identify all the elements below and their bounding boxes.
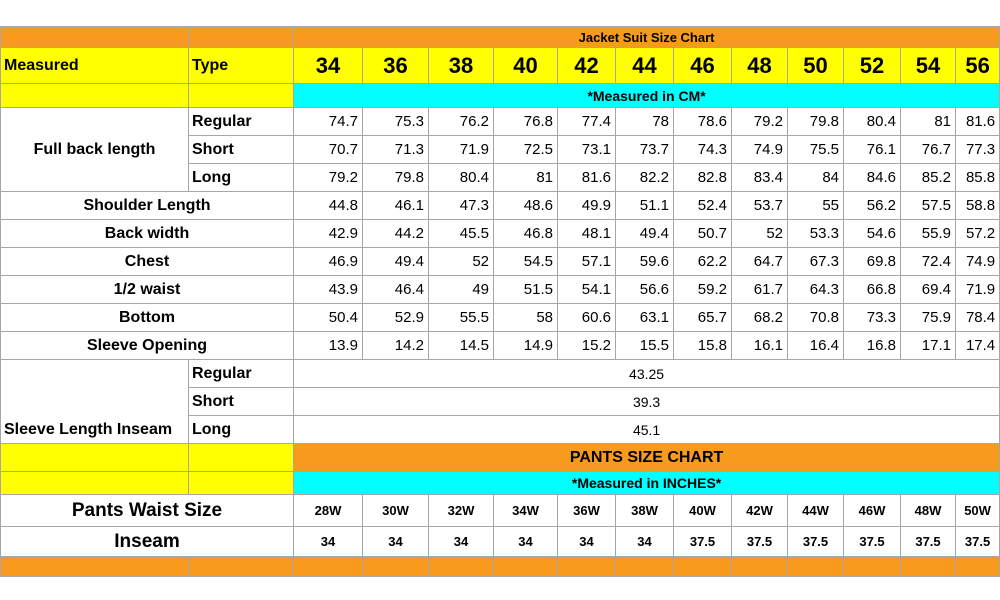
footer-cell bbox=[674, 557, 732, 577]
footer-cell bbox=[616, 557, 674, 577]
size-header-cell: 38 bbox=[429, 48, 494, 84]
measure-value-cell: 58 bbox=[494, 304, 558, 332]
measure-value-cell: 56.2 bbox=[844, 192, 901, 220]
measure-label: Back width bbox=[1, 220, 294, 248]
measure-value-cell: 55 bbox=[788, 192, 844, 220]
type-header: Type bbox=[189, 48, 294, 84]
sleeve-inseam-row bbox=[1, 360, 1000, 388]
measure-value-cell: 63.1 bbox=[616, 304, 674, 332]
measured-header: Measured bbox=[1, 48, 189, 84]
measure-value-cell: 80.4 bbox=[429, 164, 494, 192]
measure-label: 1/2 waist bbox=[1, 276, 294, 304]
size-header-row bbox=[1, 48, 1000, 84]
measure-value-cell: 75.5 bbox=[788, 136, 844, 164]
pants-inseam-cell: 34 bbox=[363, 527, 429, 557]
type-cell: Long bbox=[189, 416, 294, 444]
measure-value-cell: 57.2 bbox=[956, 220, 1000, 248]
pants-waist-cell: 40W bbox=[674, 495, 732, 527]
pants-inseam-cell: 37.5 bbox=[956, 527, 1000, 557]
measure-value-cell: 48.1 bbox=[558, 220, 616, 248]
pants-waist-row bbox=[1, 495, 1000, 527]
pants-waist-cell: 48W bbox=[901, 495, 956, 527]
measure-value-cell: 43.9 bbox=[294, 276, 363, 304]
pants-waist-cell: 30W bbox=[363, 495, 429, 527]
measure-value-cell: 54.1 bbox=[558, 276, 616, 304]
pants-inseam-cell: 37.5 bbox=[844, 527, 901, 557]
pants-title-row bbox=[1, 444, 1000, 472]
measure-value-cell: 42.9 bbox=[294, 220, 363, 248]
measure-value-cell: 78.6 bbox=[674, 108, 732, 136]
measure-value-cell: 73.7 bbox=[616, 136, 674, 164]
measure-label: Chest bbox=[1, 248, 294, 276]
measure-value-cell: 51.1 bbox=[616, 192, 674, 220]
footer-row bbox=[1, 557, 1000, 577]
measure-value-cell: 79.8 bbox=[363, 164, 429, 192]
measure-value-cell: 59.6 bbox=[616, 248, 674, 276]
sleeve-inseam-value: 39.3 bbox=[294, 388, 1000, 416]
measure-value-cell: 55.9 bbox=[901, 220, 956, 248]
footer-cell bbox=[363, 557, 429, 577]
measure-value-cell: 52 bbox=[732, 220, 788, 248]
pants-waist-cell: 46W bbox=[844, 495, 901, 527]
pants-waist-cell: 42W bbox=[732, 495, 788, 527]
pants-waist-cell: 50W bbox=[956, 495, 1000, 527]
measure-value-cell: 74.9 bbox=[956, 248, 1000, 276]
measure-value-cell: 54.5 bbox=[494, 248, 558, 276]
measure-value-cell: 49.4 bbox=[363, 248, 429, 276]
pants-waist-label: Pants Waist Size bbox=[1, 495, 294, 527]
pants-inseam-cell: 34 bbox=[558, 527, 616, 557]
measure-value-cell: 49 bbox=[429, 276, 494, 304]
measure-value-cell: 17.1 bbox=[901, 332, 956, 360]
measure-value-cell: 52.4 bbox=[674, 192, 732, 220]
measure-value-cell: 55.5 bbox=[429, 304, 494, 332]
footer-cell bbox=[788, 557, 844, 577]
measure-value-cell: 74.3 bbox=[674, 136, 732, 164]
measure-row bbox=[1, 332, 1000, 360]
pants-spacer-cell bbox=[1, 472, 189, 495]
sleeve-inseam-value: 43.25 bbox=[294, 360, 1000, 388]
measure-value-cell: 15.2 bbox=[558, 332, 616, 360]
measure-value-cell: 73.1 bbox=[558, 136, 616, 164]
measure-value-cell: 81 bbox=[494, 164, 558, 192]
size-header-cell: 42 bbox=[558, 48, 616, 84]
measure-row bbox=[1, 220, 1000, 248]
full-back-label: Full back length bbox=[1, 108, 189, 192]
measure-value-cell: 46.4 bbox=[363, 276, 429, 304]
pants-inseam-cell: 34 bbox=[494, 527, 558, 557]
measure-value-cell: 44.2 bbox=[363, 220, 429, 248]
measure-value-cell: 84 bbox=[788, 164, 844, 192]
measure-value-cell: 62.2 bbox=[674, 248, 732, 276]
pants-inseam-cell: 34 bbox=[429, 527, 494, 557]
footer-cell bbox=[558, 557, 616, 577]
pants-waist-cell: 34W bbox=[494, 495, 558, 527]
measure-value-cell: 83.4 bbox=[732, 164, 788, 192]
measure-value-cell: 85.8 bbox=[956, 164, 1000, 192]
measure-row bbox=[1, 276, 1000, 304]
measure-value-cell: 69.8 bbox=[844, 248, 901, 276]
pants-inseam-cell: 37.5 bbox=[732, 527, 788, 557]
pants-inseam-cell: 37.5 bbox=[674, 527, 732, 557]
measure-value-cell: 71.3 bbox=[363, 136, 429, 164]
measure-value-cell: 47.3 bbox=[429, 192, 494, 220]
footer-cell bbox=[901, 557, 956, 577]
measure-value-cell: 15.5 bbox=[616, 332, 674, 360]
measure-label: Shoulder Length bbox=[1, 192, 294, 220]
size-header-cell: 50 bbox=[788, 48, 844, 84]
footer-cell bbox=[429, 557, 494, 577]
measure-row bbox=[1, 304, 1000, 332]
measure-value-cell: 66.8 bbox=[844, 276, 901, 304]
measure-value-cell: 76.8 bbox=[494, 108, 558, 136]
type-cell: Long bbox=[189, 164, 294, 192]
pants-inseam-label: Inseam bbox=[1, 527, 294, 557]
measure-value-cell: 53.3 bbox=[788, 220, 844, 248]
measure-value-cell: 52.9 bbox=[363, 304, 429, 332]
measure-value-cell: 85.2 bbox=[901, 164, 956, 192]
measure-value-cell: 59.2 bbox=[674, 276, 732, 304]
measure-value-cell: 45.5 bbox=[429, 220, 494, 248]
measure-value-cell: 79.2 bbox=[732, 108, 788, 136]
measure-value-cell: 84.6 bbox=[844, 164, 901, 192]
size-header-cell: 44 bbox=[616, 48, 674, 84]
measure-value-cell: 76.1 bbox=[844, 136, 901, 164]
measure-value-cell: 81.6 bbox=[558, 164, 616, 192]
measure-value-cell: 54.6 bbox=[844, 220, 901, 248]
pants-inseam-cell: 37.5 bbox=[901, 527, 956, 557]
jacket-title-row bbox=[1, 27, 1000, 48]
size-header-cell: 40 bbox=[494, 48, 558, 84]
title-spacer-cell bbox=[189, 27, 294, 48]
footer-cell bbox=[844, 557, 901, 577]
sleeve-inseam-value: 45.1 bbox=[294, 416, 1000, 444]
measure-value-cell: 71.9 bbox=[429, 136, 494, 164]
note-spacer-cell bbox=[189, 84, 294, 108]
measure-label: Bottom bbox=[1, 304, 294, 332]
sleeve-inseam-label: Sleeve Length Inseam bbox=[1, 360, 189, 444]
size-chart-body bbox=[1, 27, 1000, 577]
measure-value-cell: 77.3 bbox=[956, 136, 1000, 164]
note-spacer-cell bbox=[1, 84, 189, 108]
measure-value-cell: 13.9 bbox=[294, 332, 363, 360]
measure-value-cell: 79.2 bbox=[294, 164, 363, 192]
measure-value-cell: 77.4 bbox=[558, 108, 616, 136]
measure-value-cell: 60.6 bbox=[558, 304, 616, 332]
measure-label: Sleeve Opening bbox=[1, 332, 294, 360]
measure-value-cell: 81.6 bbox=[956, 108, 1000, 136]
measure-value-cell: 79.8 bbox=[788, 108, 844, 136]
type-cell: Regular bbox=[189, 360, 294, 388]
measure-value-cell: 64.7 bbox=[732, 248, 788, 276]
measure-value-cell: 67.3 bbox=[788, 248, 844, 276]
measure-value-cell: 74.7 bbox=[294, 108, 363, 136]
type-cell: Short bbox=[189, 388, 294, 416]
title-spacer-cell bbox=[1, 27, 189, 48]
measure-value-cell: 73.3 bbox=[844, 304, 901, 332]
measure-row bbox=[1, 248, 1000, 276]
measure-value-cell: 75.3 bbox=[363, 108, 429, 136]
size-header-cell: 52 bbox=[844, 48, 901, 84]
measure-value-cell: 44.8 bbox=[294, 192, 363, 220]
measure-value-cell: 56.6 bbox=[616, 276, 674, 304]
full-back-row bbox=[1, 108, 1000, 136]
measure-value-cell: 58.8 bbox=[956, 192, 1000, 220]
pants-chart-title: PANTS SIZE CHART bbox=[294, 444, 1000, 472]
measure-value-cell: 72.4 bbox=[901, 248, 956, 276]
measure-value-cell: 50.4 bbox=[294, 304, 363, 332]
footer-cell bbox=[189, 557, 294, 577]
measure-value-cell: 71.9 bbox=[956, 276, 1000, 304]
measure-value-cell: 70.7 bbox=[294, 136, 363, 164]
measure-value-cell: 72.5 bbox=[494, 136, 558, 164]
measure-value-cell: 17.4 bbox=[956, 332, 1000, 360]
measure-value-cell: 75.9 bbox=[901, 304, 956, 332]
measure-value-cell: 70.8 bbox=[788, 304, 844, 332]
pants-inseam-row bbox=[1, 527, 1000, 557]
pants-waist-cell: 44W bbox=[788, 495, 844, 527]
measure-value-cell: 51.5 bbox=[494, 276, 558, 304]
pants-spacer-cell bbox=[1, 444, 189, 472]
pants-unit-note: *Measured in INCHES* bbox=[294, 472, 1000, 495]
measure-value-cell: 46.8 bbox=[494, 220, 558, 248]
jacket-unit-note-row bbox=[1, 84, 1000, 108]
pants-unit-note-row bbox=[1, 472, 1000, 495]
footer-cell bbox=[732, 557, 788, 577]
footer-cell bbox=[494, 557, 558, 577]
size-header-cell: 46 bbox=[674, 48, 732, 84]
jacket-chart-title: Jacket Suit Size Chart bbox=[294, 27, 1000, 48]
pants-inseam-cell: 34 bbox=[616, 527, 674, 557]
type-cell: Regular bbox=[189, 108, 294, 136]
measure-value-cell: 61.7 bbox=[732, 276, 788, 304]
pants-waist-cell: 38W bbox=[616, 495, 674, 527]
size-header-cell: 36 bbox=[363, 48, 429, 84]
measure-value-cell: 57.1 bbox=[558, 248, 616, 276]
measure-value-cell: 46.1 bbox=[363, 192, 429, 220]
measure-value-cell: 46.9 bbox=[294, 248, 363, 276]
measure-value-cell: 69.4 bbox=[901, 276, 956, 304]
measure-value-cell: 16.1 bbox=[732, 332, 788, 360]
measure-value-cell: 14.2 bbox=[363, 332, 429, 360]
measure-value-cell: 50.7 bbox=[674, 220, 732, 248]
measure-value-cell: 78 bbox=[616, 108, 674, 136]
size-header-cell: 54 bbox=[901, 48, 956, 84]
measure-row bbox=[1, 192, 1000, 220]
size-chart-table bbox=[0, 26, 1000, 577]
footer-cell bbox=[1, 557, 189, 577]
measure-value-cell: 52 bbox=[429, 248, 494, 276]
measure-value-cell: 80.4 bbox=[844, 108, 901, 136]
measure-value-cell: 53.7 bbox=[732, 192, 788, 220]
measure-value-cell: 68.2 bbox=[732, 304, 788, 332]
measure-value-cell: 74.9 bbox=[732, 136, 788, 164]
size-header-cell: 34 bbox=[294, 48, 363, 84]
pants-waist-cell: 36W bbox=[558, 495, 616, 527]
measure-value-cell: 49.4 bbox=[616, 220, 674, 248]
measure-value-cell: 76.7 bbox=[901, 136, 956, 164]
measure-value-cell: 64.3 bbox=[788, 276, 844, 304]
pants-waist-cell: 28W bbox=[294, 495, 363, 527]
measure-value-cell: 16.4 bbox=[788, 332, 844, 360]
measure-value-cell: 48.6 bbox=[494, 192, 558, 220]
pants-inseam-cell: 34 bbox=[294, 527, 363, 557]
measure-value-cell: 78.4 bbox=[956, 304, 1000, 332]
measure-value-cell: 14.5 bbox=[429, 332, 494, 360]
pants-spacer-cell bbox=[189, 444, 294, 472]
measure-value-cell: 81 bbox=[901, 108, 956, 136]
pants-waist-cell: 32W bbox=[429, 495, 494, 527]
measure-value-cell: 49.9 bbox=[558, 192, 616, 220]
footer-cell bbox=[956, 557, 1000, 577]
measure-value-cell: 76.2 bbox=[429, 108, 494, 136]
measure-value-cell: 57.5 bbox=[901, 192, 956, 220]
measure-value-cell: 65.7 bbox=[674, 304, 732, 332]
size-header-cell: 48 bbox=[732, 48, 788, 84]
type-cell: Short bbox=[189, 136, 294, 164]
measure-value-cell: 15.8 bbox=[674, 332, 732, 360]
measure-value-cell: 14.9 bbox=[494, 332, 558, 360]
measure-value-cell: 82.2 bbox=[616, 164, 674, 192]
pants-spacer-cell bbox=[189, 472, 294, 495]
measure-value-cell: 82.8 bbox=[674, 164, 732, 192]
size-header-cell: 56 bbox=[956, 48, 1000, 84]
jacket-unit-note: *Measured in CM* bbox=[294, 84, 1000, 108]
measure-value-cell: 16.8 bbox=[844, 332, 901, 360]
footer-cell bbox=[294, 557, 363, 577]
pants-inseam-cell: 37.5 bbox=[788, 527, 844, 557]
